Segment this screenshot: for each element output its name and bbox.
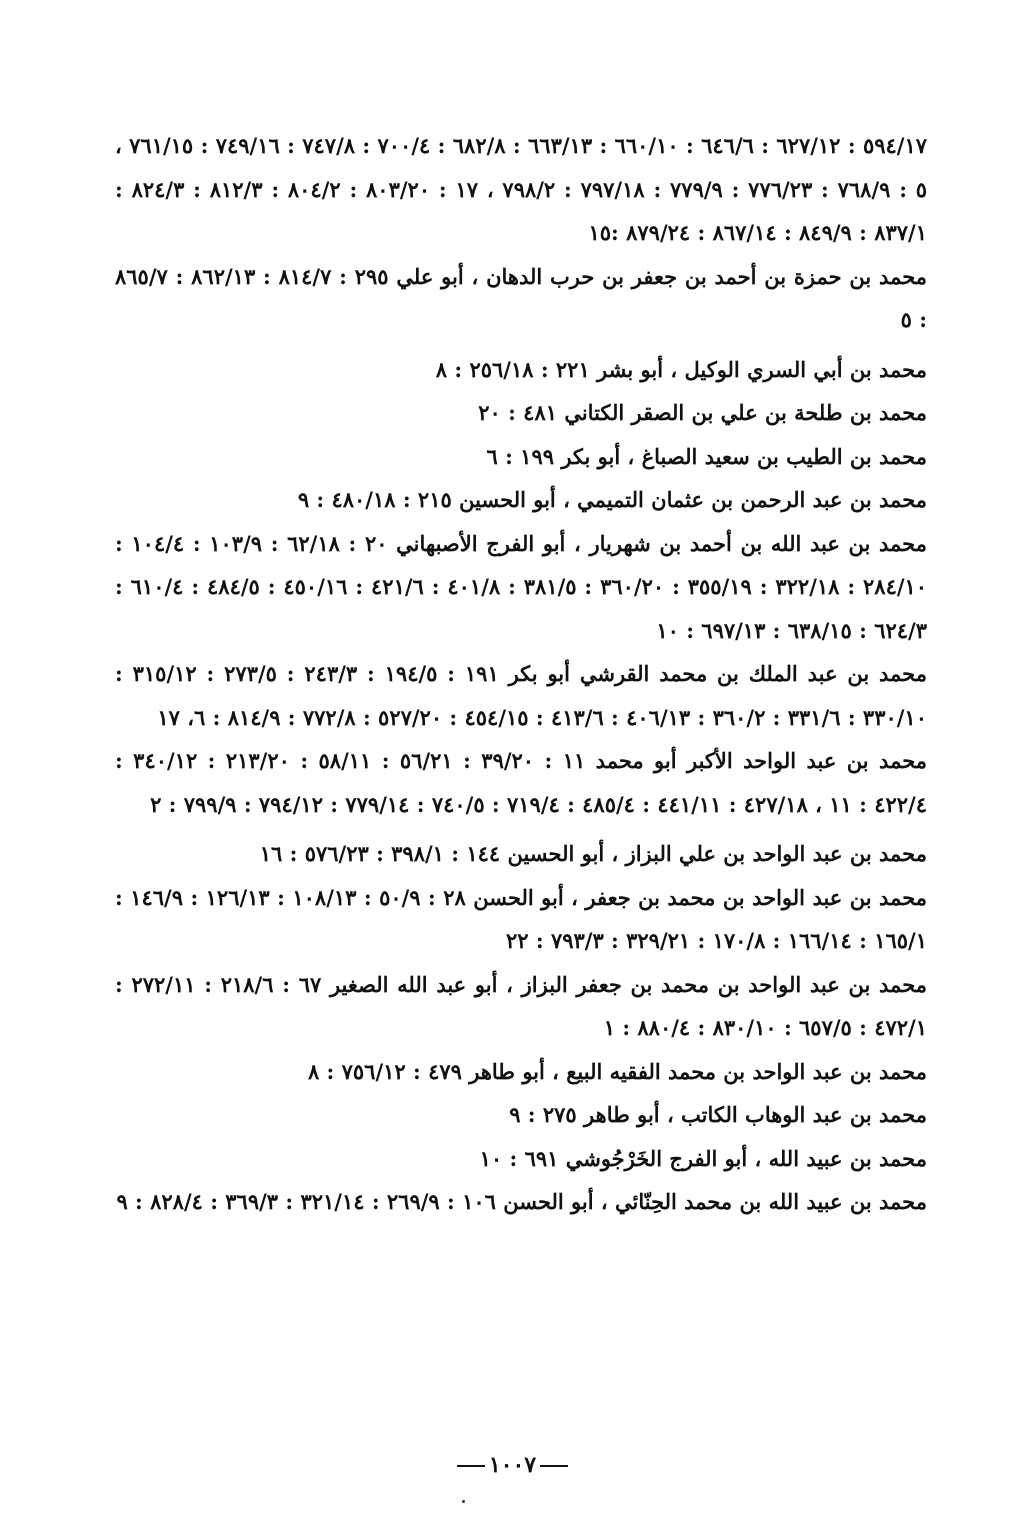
index-entry: محمد بن عبد الواحد الأكبر أبو محمد ١١ : ٣٩/٢٠ : ٥٦/٢١ : ٥٨/١١ : ٢١٣/٢٠ : ٣٤٠/١٢ : ٤٢٢/٤ : ١١ ، ٤٢٧/١٨ : ٤٤١/١١ : ٤٨٥/٤ : ٧١٩/٤ : ٧٤٠/٥ : ٧٧٩/١٤ : ٧٩٤/١٢ : ٧٩٩/٩ : ٢ xyxy=(115,748,928,817)
index-entry: محمد بن عبد الملك بن محمد القرشي أبو بكر ١٩١ : ١٩٤/٥ : ٢٤٣/٣ : ٢٧٣/٥ : ٣١٥/١٢ : ٣٣٠/١٠ : ٣٣١/٦ : ٣٦٠/٢ : ٤٠٦/١٣ : ٤١٣/٦ : ٤٥٤/١٥ : ٥٢٧/٢٠ : ٧٧٢/٨ : ٨١٤/٩ : ٦، ١٧ xyxy=(115,661,927,730)
footer-dash-left xyxy=(457,1465,485,1467)
index-entry: ٥٩٤/١٧ : ٦٢٧/١٢ : ٦٤٦/٦ : ٦٦٠/١٠ : ٦٦٣/١٣ : ٦٨٢/٨ : ٧٠٠/٤ : ٧٤٧/٨ : ٧٤٩/١٦ : ٧٦١/١٥ ، ٥ : ٧٦٨/٩ : ٧٧٦/٢٣ : ٧٧٩/٩ : ٧٩٧/١٨ : ٧٩٨/٢ ، ١٧ : ٨٠٣/٢٠ : ٨٠٤/٢ : ٨١٢/٣ : ٨٢٤/٣ : ٨٣٧/١ : ٨٤٩/٩ : ٨٦٧/١٤ : ٨٧٩/٢٤ :١٥ xyxy=(115,133,928,245)
index-column xyxy=(115,124,927,1224)
index-entry: محمد بن عبيد الله ، أبو الفرج الخَرْجُوشي ٦٩١ : ١٠ xyxy=(479,1145,927,1171)
index-entry: محمد بن عبد الواحد بن علي البزاز ، أبو الحسين ١٤٤ : ٣٩٨/١ : ٥٧٦/٢٣ : ١٦ xyxy=(259,841,927,866)
index-entry: محمد بن طلحة بن علي بن الصقر الكتاني ٤٨١ : ٢٠ xyxy=(478,400,927,425)
index-entry: محمد بن عبد الوهاب الكاتب ، أبو طاهر ٢٧٥ : ٩ xyxy=(509,1102,927,1127)
index-entry: محمد بن عبد الرحمن بن عثمان التميمي ، أبو الحسين ٢١٥ : ٤٨٠/١٨ : ٩ xyxy=(297,487,927,512)
index-entry: محمد بن أبي السري الوكيل ، أبو بشر ٢٢١ : ٢٥٦/١٨ : ٨ xyxy=(435,356,927,382)
index-entry: محمد بن عبد الله بن أحمد بن شهريار ، أبو الفرج الأصبهاني ٢٠ : ٦٢/١٨ : ١٠٣/٩ : ١٠٤/٤ : ٢٨٤/١٠ : ٣٢٢/١٨ : ٣٥٥/١٩ : ٣٦٠/٢٠ : ٣٨١/٥ : ٤٠١/٨ : ٤٢١/٦ : ٤٥٠/١٦ : ٤٨٤/٥ : ٦١٠/٤ : ٦٢٤/٣ : ٦٣٨/١٥ : ٦٩٧/١٣ : ١٠ xyxy=(115,530,928,643)
page-number: ١٠٠٧ xyxy=(488,1452,537,1478)
index-entry: محمد بن عبد الواحد بن محمد بن جعفر ، أبو الحسن ٢٨ : ٥٠/٩ : ١٠٨/١٣ : ١٢٦/١٣ : ١٤٦/٩ : ١٦٥/١ : ١٦٦/١٤ : ١٧٠/٨ : ٣٢٩/٢١ : ٧٩٣/٣ : ٢٢ xyxy=(115,884,928,953)
index-entry: محمد بن حمزة بن أحمد بن جعفر بن حرب الدهان ، أبو علي ٢٩٥ : ٨١٤/٧ : ٨٦٢/١٣ : ٨٦٥/٧ : ٥ xyxy=(115,263,928,332)
scan-speck xyxy=(462,1500,465,1503)
page-footer xyxy=(0,1452,1025,1478)
index-entry: محمد بن عبد الواحد بن محمد بن جعفر البزاز ، أبو عبد الله الصغير ٦٧ : ٢١٨/٦ : ٢٧٢/١١ : ٤٧٢/١ : ٦٥٧/٥ : ٨٣٠/١٠ : ٨٨٠/٤ : ١ xyxy=(115,971,927,1040)
index-entry: محمد بن الطيب بن سعيد الصباغ ، أبو بكر ١٩٩ : ٦ xyxy=(486,443,927,469)
footer-dash-right xyxy=(540,1465,568,1467)
index-entry: محمد بن عبد الواحد بن محمد الفقيه البيع ، أبو طاهر ٤٧٩ : ٧٥٦/١٢ : ٨ xyxy=(307,1058,927,1084)
index-entry: محمد بن عبيد الله بن محمد الحِنّائي ، أبو الحسن ١٠٦ : ٢٦٩/٩ : ٣٢١/١٤ : ٣٦٩/٣ : ٨٢٨/٤ : ٩ xyxy=(116,1189,927,1214)
